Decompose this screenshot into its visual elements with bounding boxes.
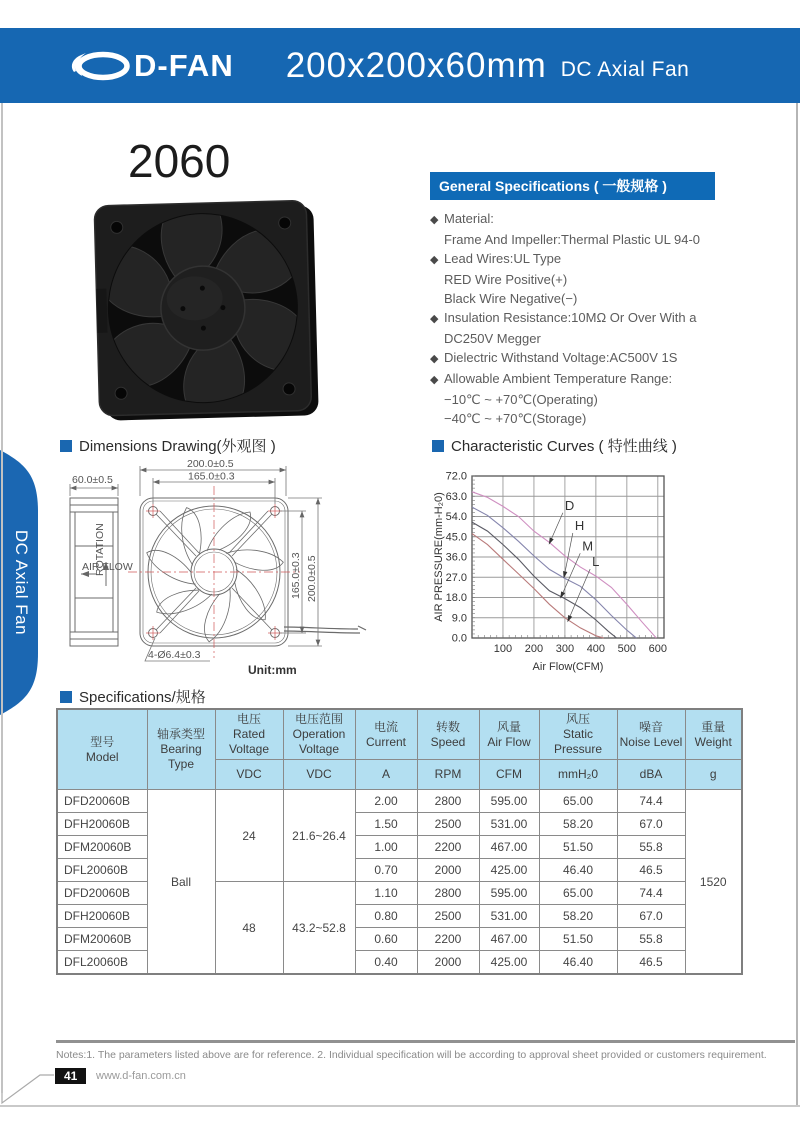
cell-airflow: 467.00 bbox=[479, 928, 539, 951]
svg-text:200: 200 bbox=[524, 643, 544, 655]
spec-text: Lead Wires:UL Type bbox=[444, 251, 562, 266]
dim-width: 200.0±0.5 bbox=[187, 458, 234, 470]
right-page-border bbox=[796, 103, 798, 1105]
svg-text:9.0: 9.0 bbox=[451, 612, 467, 625]
col-noise: 噪音 Noise Level bbox=[617, 709, 685, 760]
cell-model: DFH20060B bbox=[57, 813, 147, 836]
table-row bbox=[57, 790, 742, 813]
dim-unit: Unit:mm bbox=[248, 663, 297, 677]
specifications-table bbox=[56, 708, 743, 975]
website-link[interactable]: www.d-fan.com.cn bbox=[96, 1070, 186, 1082]
cell-noise: 74.4 bbox=[617, 882, 685, 905]
spec-line bbox=[430, 409, 762, 428]
diamond-bullet-icon: ◆ bbox=[430, 313, 439, 325]
col-model: 型号 Model bbox=[57, 709, 147, 790]
unit-mmh2o: mmH₂0 bbox=[539, 760, 617, 790]
cell-speed: 2000 bbox=[417, 859, 479, 882]
svg-text:72.0: 72.0 bbox=[445, 470, 467, 483]
col-operation-voltage: 电压范围 Operation Voltage bbox=[283, 709, 355, 760]
cell-speed: 2500 bbox=[417, 905, 479, 928]
cell-noise: 46.5 bbox=[617, 859, 685, 882]
cell-pressure: 51.50 bbox=[539, 928, 617, 951]
cell-operation-voltage: 43.2~52.8 bbox=[283, 882, 355, 975]
svg-text:H: H bbox=[574, 518, 585, 533]
spec-line bbox=[430, 348, 762, 369]
y-axis-title: AIR PRESSURE(mm-H₂0) bbox=[433, 492, 445, 622]
svg-text:36.0: 36.0 bbox=[445, 551, 467, 564]
general-specifications-heading: General Specifications ( 一般规格 ) bbox=[430, 172, 715, 200]
cell-rated-voltage: 48 bbox=[215, 882, 283, 975]
cell-model: DFM20060B bbox=[57, 928, 147, 951]
dim-inner-width: 165.0±0.3 bbox=[188, 470, 235, 483]
spec-text: Allowable Ambient Temperature Range: bbox=[444, 371, 673, 386]
spec-line bbox=[430, 270, 762, 289]
section-dimensions-heading bbox=[60, 435, 276, 456]
cell-speed: 2800 bbox=[417, 882, 479, 905]
unit-g: g bbox=[685, 760, 742, 790]
svg-text:D: D bbox=[564, 497, 575, 513]
cell-speed: 2200 bbox=[417, 928, 479, 951]
characteristic-curves-chart bbox=[432, 458, 704, 683]
dim-height: 200.0±0.5 bbox=[306, 555, 318, 602]
section-title: Dimensions Drawing(外观图 ) bbox=[79, 438, 276, 455]
spec-text: RED Wire Positive(+) bbox=[444, 272, 568, 287]
spec-line bbox=[430, 230, 762, 249]
blue-square-icon bbox=[432, 440, 444, 452]
fan-product-photo bbox=[92, 198, 324, 426]
svg-text:M: M bbox=[582, 538, 594, 554]
cell-airflow: 425.00 bbox=[479, 951, 539, 975]
svg-text:400: 400 bbox=[586, 643, 606, 655]
cell-airflow: 595.00 bbox=[479, 790, 539, 813]
col-current: 电流 Current bbox=[355, 709, 417, 760]
cell-speed: 2800 bbox=[417, 790, 479, 813]
cell-model: DFH20060B bbox=[57, 905, 147, 928]
cell-current: 0.70 bbox=[355, 859, 417, 882]
cell-current: 1.10 bbox=[355, 882, 417, 905]
dim-holes: 4-Ø6.4±0.3 bbox=[148, 649, 201, 661]
col-airflow: 风量 Air Flow bbox=[479, 709, 539, 760]
unit-vdc: VDC bbox=[283, 760, 355, 790]
cell-operation-voltage: 21.6~26.4 bbox=[283, 790, 355, 882]
cell-pressure: 46.40 bbox=[539, 951, 617, 975]
col-static-pressure: 风压 Static Pressure bbox=[539, 709, 617, 760]
svg-text:18.0: 18.0 bbox=[445, 592, 467, 604]
svg-text:ROTATION: ROTATION bbox=[94, 523, 106, 576]
cell-noise: 55.8 bbox=[617, 928, 685, 951]
svg-text:100: 100 bbox=[493, 643, 513, 655]
svg-text:L: L bbox=[592, 554, 600, 569]
cell-noise: 74.4 bbox=[617, 790, 685, 813]
spec-text: −40℃ ~ +70℃(Storage) bbox=[444, 411, 587, 426]
svg-text:45.0: 45.0 bbox=[445, 531, 467, 544]
diamond-bullet-icon: ◆ bbox=[430, 254, 439, 266]
cell-speed: 2000 bbox=[417, 951, 479, 975]
chart-plot-area bbox=[446, 471, 667, 656]
fan-swoosh-icon bbox=[70, 46, 130, 86]
diamond-bullet-icon: ◆ bbox=[430, 353, 439, 365]
cell-airflow: 531.00 bbox=[479, 813, 539, 836]
spec-text: Dielectric Withstand Voltage:AC500V 1S bbox=[444, 350, 678, 365]
cell-weight: 1520 bbox=[685, 790, 742, 975]
general-specifications-list bbox=[430, 209, 762, 428]
corner-decoration bbox=[0, 1060, 60, 1110]
svg-text:300: 300 bbox=[555, 643, 575, 655]
general-specifications-panel bbox=[430, 172, 762, 428]
unit-dba: dBA bbox=[617, 760, 685, 790]
cell-pressure: 65.00 bbox=[539, 790, 617, 813]
unit-cfm: CFM bbox=[479, 760, 539, 790]
cell-model: DFL20060B bbox=[57, 859, 147, 882]
cell-airflow: 595.00 bbox=[479, 882, 539, 905]
svg-text:27.0: 27.0 bbox=[445, 571, 467, 584]
cell-current: 2.00 bbox=[355, 790, 417, 813]
cell-noise: 67.0 bbox=[617, 905, 685, 928]
spec-line bbox=[430, 390, 762, 409]
unit-vdc: VDC bbox=[215, 760, 283, 790]
cell-model: DFL20060B bbox=[57, 951, 147, 975]
spec-text: Black Wire Negative(−) bbox=[444, 291, 578, 306]
spec-text: Material: bbox=[444, 211, 494, 226]
bottom-border bbox=[0, 1105, 800, 1107]
spec-line bbox=[430, 369, 762, 390]
cell-speed: 2200 bbox=[417, 836, 479, 859]
dim-inner-height: 165.0±0.3 bbox=[290, 552, 302, 599]
section-title: Characteristic Curves ( 特性曲线 ) bbox=[451, 438, 677, 455]
cell-pressure: 58.20 bbox=[539, 813, 617, 836]
dimensions-drawing bbox=[48, 458, 423, 695]
svg-text:600: 600 bbox=[648, 643, 667, 655]
left-page-border bbox=[1, 103, 3, 1093]
svg-text:54.0: 54.0 bbox=[445, 511, 467, 523]
cell-pressure: 51.50 bbox=[539, 836, 617, 859]
svg-text:500: 500 bbox=[617, 643, 637, 655]
cell-noise: 55.8 bbox=[617, 836, 685, 859]
col-speed: 转数 Speed bbox=[417, 709, 479, 760]
cell-rated-voltage: 24 bbox=[215, 790, 283, 882]
footer-divider bbox=[56, 1040, 795, 1043]
spec-text: DC250V Megger bbox=[444, 331, 541, 346]
page-title: 200x200x60mm bbox=[285, 45, 547, 85]
cell-pressure: 46.40 bbox=[539, 859, 617, 882]
cell-bearing: Ball bbox=[147, 790, 215, 975]
header-row-names bbox=[57, 709, 742, 760]
spec-line bbox=[430, 308, 762, 329]
side-tab-dc-axial-fan bbox=[0, 450, 42, 715]
page-number-badge: 41 bbox=[55, 1068, 86, 1084]
cell-current: 0.40 bbox=[355, 951, 417, 975]
cell-current: 0.80 bbox=[355, 905, 417, 928]
cell-pressure: 65.00 bbox=[539, 882, 617, 905]
dim-depth: 60.0±0.5 bbox=[72, 474, 113, 486]
cell-current: 1.00 bbox=[355, 836, 417, 859]
spec-text: −10℃ ~ +70℃(Operating) bbox=[444, 392, 598, 407]
col-weight: 重量 Weight bbox=[685, 709, 742, 760]
cell-airflow: 425.00 bbox=[479, 859, 539, 882]
spec-text: Frame And Impeller:Thermal Plastic UL 94-0 bbox=[444, 232, 701, 247]
header-banner bbox=[0, 28, 800, 103]
svg-text:63.0: 63.0 bbox=[445, 490, 467, 503]
side-tab-label: DC Axial Fan bbox=[12, 529, 31, 636]
cell-model: DFD20060B bbox=[57, 882, 147, 905]
cell-pressure: 58.20 bbox=[539, 905, 617, 928]
svg-text:0.0: 0.0 bbox=[451, 632, 467, 645]
cell-noise: 46.5 bbox=[617, 951, 685, 975]
spec-line bbox=[430, 209, 762, 230]
col-rated-voltage: 电压 Rated Voltage bbox=[215, 709, 283, 760]
cell-model: DFD20060B bbox=[57, 790, 147, 813]
cell-noise: 67.0 bbox=[617, 813, 685, 836]
spec-text: Insulation Resistance:10MΩ Or Over With a bbox=[444, 310, 697, 325]
spec-line bbox=[430, 289, 762, 308]
brand-logo bbox=[70, 46, 234, 86]
cell-model: DFM20060B bbox=[57, 836, 147, 859]
page-subtitle: DC Axial Fan bbox=[560, 57, 690, 81]
diamond-bullet-icon: ◆ bbox=[430, 214, 439, 226]
x-axis-title: Air Flow(CFM) bbox=[532, 661, 604, 673]
blue-square-icon bbox=[60, 440, 72, 452]
footer-notes: Notes:1. The parameters listed above are for reference. 2. Individual specification will be according to approval sheet provided or customers requirement. bbox=[56, 1049, 767, 1061]
diamond-bullet-icon: ◆ bbox=[430, 374, 439, 386]
cell-speed: 2500 bbox=[417, 813, 479, 836]
section-title: Specifications/规格 bbox=[79, 689, 206, 706]
section-curves-heading bbox=[432, 435, 677, 456]
product-model: 2060 bbox=[128, 135, 231, 187]
col-bearing: 轴承类型 Bearing Type bbox=[147, 709, 215, 790]
cell-current: 1.50 bbox=[355, 813, 417, 836]
brand-name: D-FAN bbox=[134, 47, 234, 83]
unit-a: A bbox=[355, 760, 417, 790]
spec-line bbox=[430, 329, 762, 348]
cell-airflow: 531.00 bbox=[479, 905, 539, 928]
unit-rpm: RPM bbox=[417, 760, 479, 790]
cell-current: 0.60 bbox=[355, 928, 417, 951]
spec-line bbox=[430, 249, 762, 270]
svg-text:AIR FLOW: AIR FLOW bbox=[82, 561, 133, 573]
cell-airflow: 467.00 bbox=[479, 836, 539, 859]
